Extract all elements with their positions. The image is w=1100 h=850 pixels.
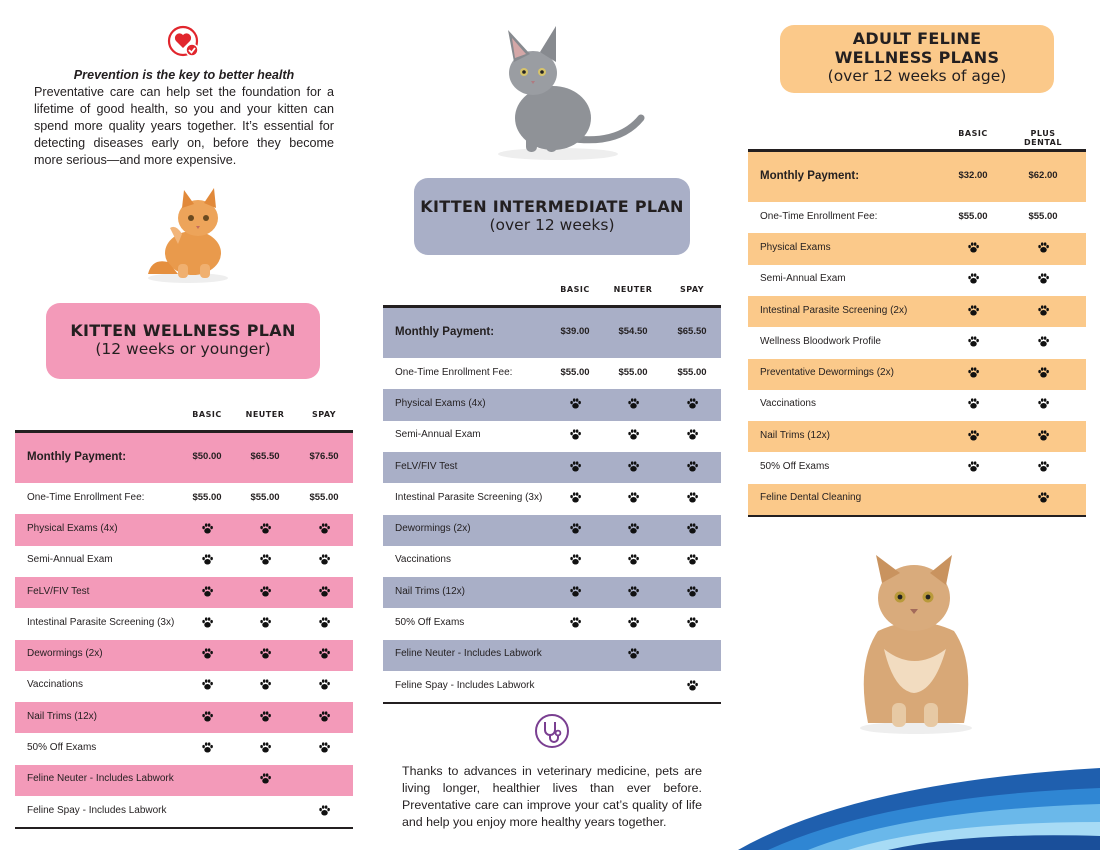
paw-print-icon (235, 710, 295, 726)
paw-print-icon (943, 429, 1003, 445)
row-label: Wellness Bloodwork Profile (760, 335, 881, 347)
paw-print-icon (1013, 241, 1073, 257)
row-label: Monthly Payment: (395, 326, 495, 338)
intro-text (34, 67, 334, 169)
price-value: $32.00 (958, 170, 988, 181)
paw-print-icon (603, 647, 663, 663)
table-row (15, 514, 353, 545)
table-row (15, 433, 353, 483)
intermediate-plan-title-line1: KITTEN INTERMEDIATE PLAN (420, 197, 684, 216)
heart-check-icon (166, 24, 202, 60)
row-label: Semi-Annual Exam (27, 554, 113, 566)
paw-print-icon (294, 616, 354, 632)
paw-print-icon (235, 741, 295, 757)
paw-print-icon (177, 585, 237, 601)
table-row (383, 671, 721, 702)
gray-kitten-image (478, 18, 648, 163)
table-row (15, 702, 353, 733)
price-value: $55.00 (192, 491, 222, 503)
row-label: Intestinal Parasite Screening (3x) (395, 491, 543, 503)
paw-print-icon (177, 553, 237, 569)
row-label: Monthly Payment: (27, 451, 127, 463)
table-row (748, 296, 1086, 327)
row-label: Intestinal Parasite Screening (3x) (27, 616, 175, 628)
paw-print-icon (294, 647, 354, 663)
table-row (383, 515, 721, 546)
price-value: $55.00 (309, 491, 339, 503)
row-label: 50% Off Exams (395, 617, 465, 629)
paw-print-icon (662, 522, 722, 538)
row-label: One-Time Enrollment Fee: (27, 491, 145, 503)
row-label: Semi-Annual Exam (395, 429, 481, 441)
table-row (748, 359, 1086, 390)
paw-print-icon (235, 553, 295, 569)
row-label: Physical Exams (4x) (395, 397, 486, 409)
paw-print-icon (662, 428, 722, 444)
paw-print-icon (177, 647, 237, 663)
paw-print-icon (603, 616, 663, 632)
paw-print-icon (603, 585, 663, 601)
table-row (383, 577, 721, 608)
intermediate-plan-title (414, 178, 690, 255)
table-row (15, 577, 353, 608)
paw-print-icon (603, 460, 663, 476)
row-label: 50% Off Exams (27, 742, 97, 754)
column-header: SPAY (311, 410, 337, 419)
table-row (15, 483, 353, 514)
table-row (748, 233, 1086, 264)
row-label: Dewormings (2x) (27, 648, 103, 660)
table-row (15, 671, 353, 702)
paw-print-icon (545, 585, 605, 601)
row-label: Vaccinations (395, 554, 451, 566)
row-label: Feline Spay - Includes Labwork (27, 804, 167, 816)
paw-print-icon (545, 428, 605, 444)
row-label: Physical Exams (760, 241, 831, 253)
paw-print-icon (943, 460, 1003, 476)
table-bottom-rule (15, 827, 353, 829)
table-row (15, 640, 353, 671)
table-row (15, 796, 353, 827)
paw-print-icon (545, 460, 605, 476)
paw-print-icon (662, 585, 722, 601)
paw-print-icon (235, 616, 295, 632)
price-value: $39.00 (560, 326, 590, 337)
paw-print-icon (1013, 272, 1073, 288)
paw-print-icon (294, 585, 354, 601)
paw-print-icon (294, 741, 354, 757)
paw-print-icon (294, 710, 354, 726)
row-label: Monthly Payment: (760, 170, 860, 182)
paw-print-icon (943, 304, 1003, 320)
stethoscope-icon (534, 713, 570, 749)
price-value: $55.00 (958, 210, 988, 222)
paw-print-icon (943, 272, 1003, 288)
price-value: $55.00 (250, 491, 280, 503)
column-header: BASIC (560, 285, 590, 294)
row-label: Dewormings (2x) (395, 523, 471, 535)
row-label: Feline Spay - Includes Labwork (395, 679, 535, 691)
table-row (383, 608, 721, 639)
kitten-plan-title-line1: KITTEN WELLNESS PLAN (70, 321, 296, 340)
paw-print-icon (177, 678, 237, 694)
column-header: PLUS DENTAL (1024, 129, 1062, 147)
table-row (748, 452, 1086, 483)
paw-print-icon (235, 522, 295, 538)
table-row (383, 421, 721, 452)
paw-print-icon (662, 460, 722, 476)
paw-print-icon (545, 553, 605, 569)
column-header: BASIC (958, 129, 988, 138)
price-value: $55.00 (560, 366, 590, 378)
price-value: $62.00 (1028, 170, 1058, 181)
paw-print-icon (943, 397, 1003, 413)
paw-print-icon (294, 522, 354, 538)
intermediate-plan-title-line2: (over 12 weeks) (489, 216, 615, 234)
row-label: Feline Dental Cleaning (760, 492, 862, 504)
table-row (15, 733, 353, 764)
row-label: 50% Off Exams (760, 461, 830, 473)
column-header: BASIC (192, 410, 222, 419)
table-row (383, 640, 721, 671)
paw-print-icon (294, 804, 354, 820)
paw-print-icon (1013, 335, 1073, 351)
row-label: FeLV/FIV Test (27, 585, 90, 597)
table-row (748, 202, 1086, 233)
row-label: Feline Neuter - Includes Labwork (27, 773, 174, 785)
paw-print-icon (177, 710, 237, 726)
paw-print-icon (545, 397, 605, 413)
table-row (748, 390, 1086, 421)
paw-print-icon (177, 616, 237, 632)
paw-print-icon (294, 678, 354, 694)
paw-print-icon (1013, 429, 1073, 445)
row-label: Nail Trims (12x) (395, 585, 466, 597)
price-value: $76.50 (309, 451, 339, 462)
paw-print-icon (235, 647, 295, 663)
column-header: NEUTER (613, 285, 653, 294)
paw-print-icon (177, 522, 237, 538)
intro-body: Preventative care can help set the foundation for a lifetime of good health, so you and your kitten can spend more quality years together. It’s essential for detecting diseases early on, before they become more serious—and more expensive. (34, 85, 334, 167)
paw-print-icon (1013, 366, 1073, 382)
adult-plan-table (748, 124, 1086, 516)
paw-print-icon (1013, 491, 1073, 507)
table-row (15, 765, 353, 796)
price-value: $65.50 (250, 451, 280, 462)
paw-print-icon (603, 553, 663, 569)
table-row (383, 358, 721, 389)
paw-print-icon (235, 772, 295, 788)
paw-print-icon (603, 428, 663, 444)
paw-print-icon (1013, 304, 1073, 320)
paw-print-icon (603, 491, 663, 507)
paw-print-icon (545, 522, 605, 538)
fluffy-cat-image (848, 553, 988, 738)
paw-print-icon (1013, 397, 1073, 413)
table-row (383, 389, 721, 420)
price-value: $55.00 (1028, 210, 1058, 222)
table-row (383, 483, 721, 514)
kitten-plan-table (15, 405, 353, 827)
price-value: $54.50 (618, 326, 648, 337)
table-row (383, 546, 721, 577)
row-label: Nail Trims (12x) (27, 710, 98, 722)
table-row (748, 327, 1086, 358)
closing-text: Thanks to advances in veterinary medicine, pets are living longer, healthier lives than ever before. Preventative care can improve your cat’s quality of life and help you enjoy more healthy years together. (402, 764, 702, 829)
column-header: SPAY (679, 285, 705, 294)
row-label: Nail Trims (12x) (760, 429, 831, 441)
price-value: $55.00 (677, 366, 707, 378)
paw-print-icon (943, 366, 1003, 382)
row-label: Semi-Annual Exam (760, 273, 846, 285)
orange-kitten-image (138, 178, 238, 288)
table-bottom-rule (383, 702, 721, 704)
paw-print-icon (603, 522, 663, 538)
table-row (383, 308, 721, 358)
price-value: $65.50 (677, 326, 707, 337)
paw-print-icon (603, 397, 663, 413)
adult-plan-title (780, 25, 1054, 93)
paw-print-icon (235, 585, 295, 601)
paw-print-icon (545, 491, 605, 507)
row-label: Vaccinations (27, 679, 83, 691)
table-row (383, 452, 721, 483)
table-row (748, 421, 1086, 452)
table-row (748, 152, 1086, 202)
adult-plan-title-line2: WELLNESS PLANS (834, 48, 1000, 67)
intermediate-plan-table (383, 280, 721, 700)
table-bottom-rule (748, 515, 1086, 517)
price-value: $55.00 (618, 366, 648, 378)
blue-wave-decoration (738, 762, 1100, 850)
price-value: $50.00 (192, 451, 222, 462)
paw-print-icon (943, 241, 1003, 257)
row-label: FeLV/FIV Test (395, 460, 458, 472)
table-row (15, 546, 353, 577)
kitten-plan-title (46, 303, 320, 379)
paw-print-icon (545, 616, 605, 632)
table-row (748, 265, 1086, 296)
intro-heading: Prevention is the key to better health (73, 68, 295, 82)
paw-print-icon (943, 335, 1003, 351)
paw-print-icon (177, 741, 237, 757)
row-label: Physical Exams (4x) (27, 522, 118, 534)
row-label: One-Time Enrollment Fee: (760, 210, 878, 222)
row-label: Preventative Dewormings (2x) (760, 367, 894, 379)
row-label: One-Time Enrollment Fee: (395, 366, 513, 378)
row-label: Vaccinations (760, 398, 816, 410)
paw-print-icon (235, 678, 295, 694)
paw-print-icon (662, 491, 722, 507)
paw-print-icon (662, 397, 722, 413)
adult-plan-title-line1: ADULT FELINE (852, 29, 982, 48)
paw-print-icon (662, 616, 722, 632)
column-header: NEUTER (245, 410, 285, 419)
paw-print-icon (662, 679, 722, 695)
table-row (748, 484, 1086, 515)
table-row (15, 608, 353, 639)
adult-plan-title-line3: (over 12 weeks of age) (827, 67, 1007, 85)
row-label: Intestinal Parasite Screening (2x) (760, 304, 908, 316)
kitten-plan-title-line2: (12 weeks or younger) (95, 340, 271, 358)
paw-print-icon (1013, 460, 1073, 476)
paw-print-icon (662, 553, 722, 569)
paw-print-icon (294, 553, 354, 569)
row-label: Feline Neuter - Includes Labwork (395, 648, 542, 660)
